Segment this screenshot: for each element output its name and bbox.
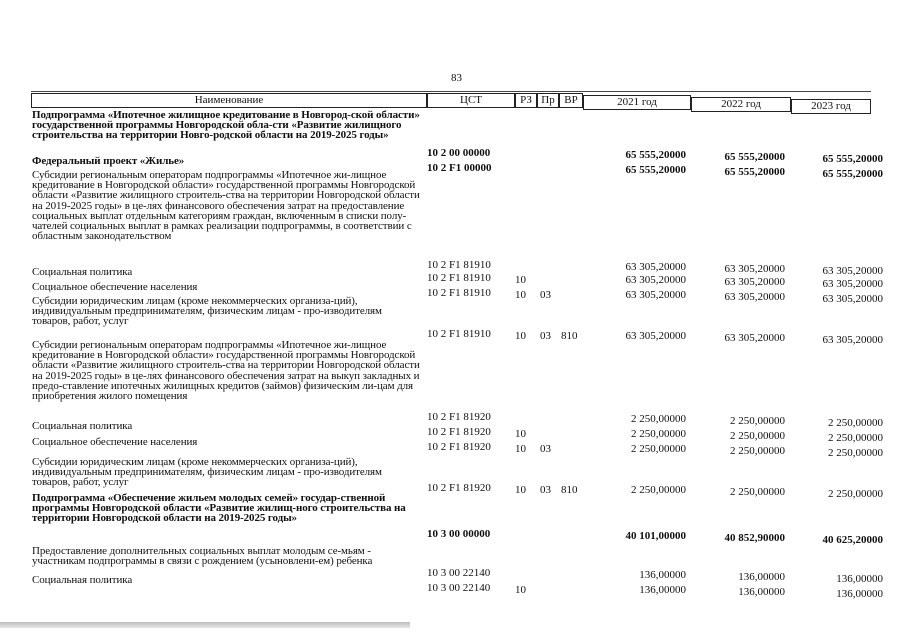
cell-cst: 10 2 F1 81910 xyxy=(427,287,491,299)
cell-name: Социальное обеспечение населения xyxy=(32,281,198,293)
cell-2023: 136,00000 xyxy=(836,588,883,600)
cell-name: Подпрограмма «Обеспечение жильем молодых семей» государ-ственной программы Новгородской области «Развитие жилищ-ного строительства на территории Новгородской области на 2019-2025 годы» xyxy=(32,492,406,525)
cell-cst: 10 2 F1 81920 xyxy=(427,441,491,453)
cell-cst: 10 2 F1 81910 xyxy=(427,259,491,271)
cell-2023: 2 250,00000 xyxy=(828,432,883,444)
cell-2023: 2 250,00000 xyxy=(828,447,883,459)
cell-2022: 65 555,20000 xyxy=(724,151,785,163)
cell-rz: 10 xyxy=(515,330,526,342)
cell-cst: 10 3 00 00000 xyxy=(427,528,491,540)
header-vr: ВР xyxy=(559,93,583,108)
cell-2021: 2 250,00000 xyxy=(631,484,686,496)
cell-name: Социальная политика xyxy=(32,266,133,278)
cell-cst: 10 3 00 22140 xyxy=(427,582,491,594)
scan-shadow xyxy=(0,622,410,628)
cell-cst: 10 2 F1 81910 xyxy=(427,328,491,340)
cell-name: Субсидии юридическим лицам (кроме некоммерческих организа-ций), индивидуальным предпринимателям, физическим лицам - про-изводителям товаров, работ, услуг xyxy=(32,456,382,489)
cell-2022: 65 555,20000 xyxy=(724,166,785,178)
cell-pr: 03 xyxy=(540,330,551,342)
header-name: Наименование xyxy=(31,93,427,108)
cell-2022: 2 250,00000 xyxy=(730,430,785,442)
header-pr: Пр xyxy=(537,93,559,108)
cell-2021: 65 555,20000 xyxy=(625,164,686,176)
cell-2021: 63 305,20000 xyxy=(625,261,686,273)
cell-name: Предоставление дополнительных социальных выплат молодым се-мьям - участникам подпрограммы в связи с рождением (усыновлени-ем) ребенка xyxy=(32,545,373,568)
cell-2021: 2 250,00000 xyxy=(631,413,686,425)
cell-vr: 810 xyxy=(561,330,578,342)
table-top-line xyxy=(31,91,871,92)
cell-pr: 03 xyxy=(540,484,551,496)
cell-2022: 63 305,20000 xyxy=(724,263,785,275)
cell-2023: 63 305,20000 xyxy=(822,334,883,346)
cell-name: Социальная политика xyxy=(32,420,133,432)
cell-2023: 65 555,20000 xyxy=(822,168,883,180)
cell-2021: 136,00000 xyxy=(639,584,686,596)
header-2022: 2022 год xyxy=(691,97,791,112)
cell-2023: 40 625,20000 xyxy=(822,534,883,546)
cell-rz: 10 xyxy=(515,428,526,440)
cell-2022: 136,00000 xyxy=(738,586,785,598)
header-rz: РЗ xyxy=(515,93,537,108)
cell-2023: 2 250,00000 xyxy=(828,417,883,429)
cell-pr: 03 xyxy=(540,289,551,301)
cell-vr: 810 xyxy=(561,484,578,496)
cell-name: Субсидии региональным операторам подпрограммы «Ипотечное жи-лищное кредитование в Новгородской области» государственной программы Новгородской области «Развитие жилищного строитель-ства на территории Новгородской области на 2019-2025 годы» в це-лях финансового обеспечения затрат на выкуп закладных и предо-ставление ипотечных жилищных кредитов (займов) физическим ли-цам для приобретения жилого помещения xyxy=(32,339,420,403)
cell-2021: 63 305,20000 xyxy=(625,289,686,301)
cell-2022: 63 305,20000 xyxy=(724,332,785,344)
cell-2023: 2 250,00000 xyxy=(828,488,883,500)
cell-2021: 65 555,20000 xyxy=(625,149,686,161)
cell-cst: 10 2 F1 81920 xyxy=(427,426,491,438)
cell-2022: 63 305,20000 xyxy=(724,276,785,288)
cell-2022: 2 250,00000 xyxy=(730,445,785,457)
cell-2022: 63 305,20000 xyxy=(724,291,785,303)
page-number: 83 xyxy=(451,72,462,84)
cell-rz: 10 xyxy=(515,443,526,455)
cell-2023: 65 555,20000 xyxy=(822,153,883,165)
cell-name: Субсидии юридическим лицам (кроме некоммерческих организа-ций), индивидуальным предпринимателям, физическим лицам - про-изводителям товаров, работ, услуг xyxy=(32,295,382,328)
cell-2021: 2 250,00000 xyxy=(631,428,686,440)
cell-cst: 10 2 00 00000 xyxy=(427,147,491,159)
header-2023: 2023 год xyxy=(791,99,871,114)
cell-2021: 2 250,00000 xyxy=(631,443,686,455)
cell-name: Подпрограмма «Ипотечное жилищное кредитование в Новгород-ской области» государственной программы Новгородской обла-сти «Развитие жилищного строительства на территории Новго-родской области на 2019-2025 годы» xyxy=(32,109,420,142)
cell-rz: 10 xyxy=(515,289,526,301)
cell-2021: 63 305,20000 xyxy=(625,274,686,286)
cell-name: Социальное обеспечение населения xyxy=(32,436,198,448)
cell-2021: 40 101,00000 xyxy=(625,530,686,542)
cell-name: Федеральный проект «Жилье» xyxy=(32,155,185,167)
cell-rz: 10 xyxy=(515,274,526,286)
cell-name: Социальная политика xyxy=(32,574,133,586)
cell-2021: 136,00000 xyxy=(639,569,686,581)
cell-2022: 2 250,00000 xyxy=(730,486,785,498)
cell-cst: 10 2 F1 81920 xyxy=(427,411,491,423)
cell-rz: 10 xyxy=(515,484,526,496)
cell-cst: 10 2 F1 81920 xyxy=(427,482,491,494)
cell-name: Субсидии региональным операторам подпрограммы «Ипотечное жи-лищное кредитование в Новгородской области» государственной программы Новгородской области «Развитие жилищного строитель-ства на территории Новгородской области на 2019-2025 годы» в це-лях финансового обеспечения затрат на предоставление социальных выплат отдельным категориям граждан, включенным в списки полу-чателей социальных выплат в рамках реализации подпрограммы, в соответствии с областным законодательством xyxy=(32,169,420,243)
cell-cst: 10 2 F1 00000 xyxy=(427,162,492,174)
cell-pr: 03 xyxy=(540,443,551,455)
cell-2023: 63 305,20000 xyxy=(822,293,883,305)
cell-2022: 2 250,00000 xyxy=(730,415,785,427)
cell-2022: 136,00000 xyxy=(738,571,785,583)
cell-2022: 40 852,90000 xyxy=(724,532,785,544)
cell-2021: 63 305,20000 xyxy=(625,330,686,342)
cell-2023: 63 305,20000 xyxy=(822,278,883,290)
cell-2023: 136,00000 xyxy=(836,573,883,585)
cell-2023: 63 305,20000 xyxy=(822,265,883,277)
cell-cst: 10 2 F1 81910 xyxy=(427,272,491,284)
cell-cst: 10 3 00 22140 xyxy=(427,567,491,579)
header-2021: 2021 год xyxy=(583,95,691,110)
header-cst: ЦСТ xyxy=(427,93,515,108)
cell-rz: 10 xyxy=(515,584,526,596)
